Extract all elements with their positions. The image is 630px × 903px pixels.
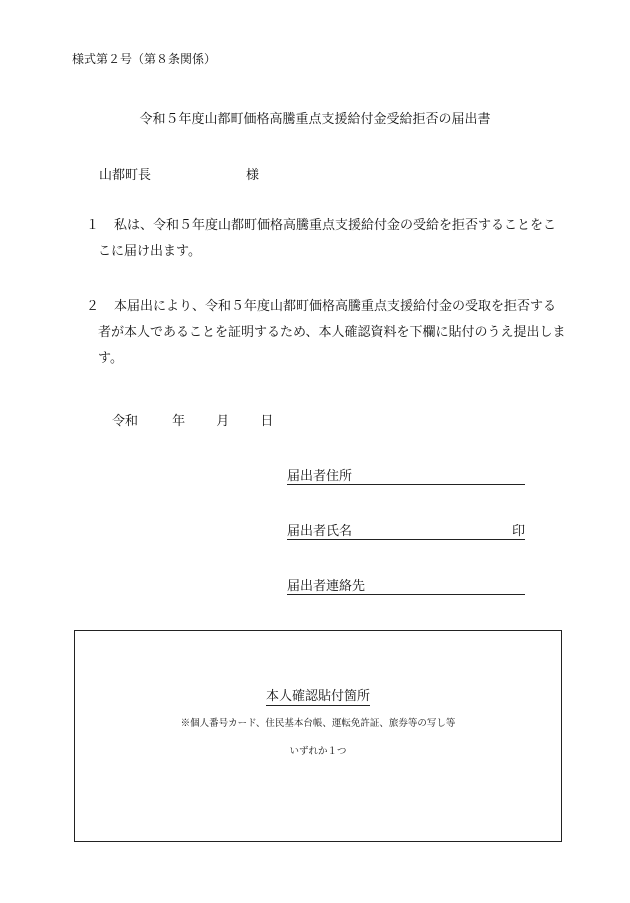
address-field[interactable] [287,465,525,485]
id-box-title [75,685,561,704]
date-line [112,410,273,429]
item-number: ２ [86,299,100,314]
date-day: 日 [260,414,274,429]
form-number: 様式第２号（第８条関係） [72,52,217,66]
honorific: 様 [246,168,260,183]
id-attachment-box [74,630,562,842]
name-label: 届出者氏名 [287,524,353,539]
date-era: 令和 [112,414,139,429]
addressee: 山都町長 [99,168,152,183]
name-field[interactable] [287,520,525,540]
id-box-note: ※個人番号カード、住民基本台帳、運転免許証、旅券等の写し等 [180,718,456,729]
document-title: 令和５年度山都町価格高騰重点支援給付金受給拒否の届出書 [139,112,491,127]
item-text: 私は、令和５年度山都町価格高騰重点支援給付金の受給を拒否することをここに届け出ます。 [98,218,557,259]
seal-mark: 印 [511,524,525,539]
statement-item-1 [86,213,566,265]
id-box-note-2: いずれか１つ [289,746,347,757]
item-text: 本届出により、令和５年度山都町価格高騰重点支援給付金の受取を拒否する者が本人であることを証明するため、本人確認資料を下欄に貼付のうえ提出します。 [98,299,566,366]
contact-field[interactable] [287,575,525,595]
contact-label: 届出者連絡先 [287,579,366,594]
id-box-title-text: 本人確認貼付箇所 [265,689,370,704]
address-label: 届出者住所 [287,469,353,484]
statement-item-2 [86,294,566,372]
date-year: 年 [172,414,186,429]
date-month: 月 [216,414,230,429]
item-number: １ [86,218,100,233]
